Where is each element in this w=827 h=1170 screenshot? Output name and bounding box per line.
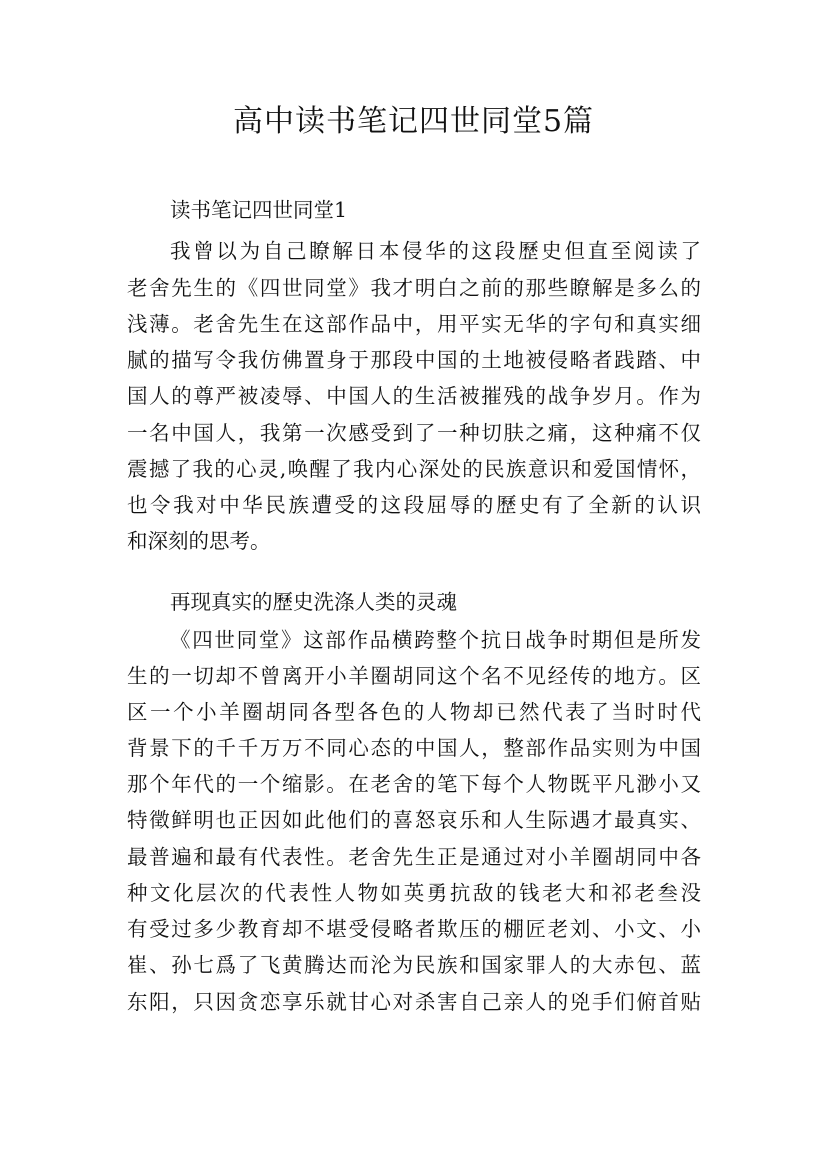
paragraph-line: 特徵鲜明也正因如此他们的喜怒哀乐和人生际遇才最真实、: [127, 808, 701, 832]
paragraph-line: 腻的描写令我仿佛置身于那段中国的土地被侵略者践踏、中: [127, 348, 701, 372]
paragraph-line: 震撼了我的心灵,唤醒了我内心深处的民族意识和爱国情怀，: [127, 457, 701, 481]
paragraph-line: 国人的尊严被凌辱、中国人的生活被摧残的战争岁月。作为: [127, 384, 701, 408]
paragraph-line: 种文化层次的代表性人物如英勇抗敌的钱老大和祁老叁没: [127, 881, 701, 905]
paragraph-line: 和深刻的思考。: [127, 529, 271, 553]
paragraph-line: 我曾以为自己瞭解日本侵华的这段歷史但直至阅读了: [170, 239, 701, 263]
paragraph-line: 崔、孙七爲了飞黄腾达而沦为民族和国家罪人的大赤包、蓝: [127, 953, 701, 977]
paragraph-line: 有受过多少教育却不堪受侵略者欺压的棚匠老刘、小文、小: [127, 917, 701, 941]
document-title: 高中读书笔记四世同堂5篇: [232, 104, 595, 139]
paragraph-line: 最普遍和最有代表性。老舍先生正是通过对小羊圈胡同中各: [127, 845, 701, 869]
paragraph-line: 区一个小羊圈胡同各型各色的人物却已然代表了当时时代: [127, 700, 701, 724]
paragraph-line: 生的一切却不曾离开小羊圈胡同这个名不见经传的地方。区: [127, 664, 701, 688]
paragraph-line: 《四世同堂》这部作品横跨整个抗日战争时期但是所发: [170, 628, 701, 652]
paragraph-line: 东阳，只因贪恋享乐就甘心对杀害自己亲人的兇手们俯首贴: [127, 990, 701, 1014]
paragraph-line: 一名中国人，我第一次感受到了一种切肤之痛，这种痛不仅: [127, 421, 701, 445]
paragraph-line: 也令我对中华民族遭受的这段屈辱的歷史有了全新的认识: [127, 493, 701, 517]
paragraph-line: 老舍先生的《四世同堂》我才明白之前的那些瞭解是多么的: [127, 276, 701, 300]
section-heading: 再现真实的歷史洗涤人类的灵魂: [170, 590, 457, 614]
paragraph-line: 浅薄。老舍先生在这部作品中，用平实无华的字句和真实细: [127, 312, 701, 336]
paragraph-line: 那个年代的一个缩影。在老舍的笔下每个人物既平凡渺小又: [127, 772, 701, 796]
section-heading: 读书笔记四世同堂1: [170, 198, 348, 222]
paragraph-line: 背景下的千千万万不同心态的中国人，整部作品实则为中国: [127, 736, 701, 760]
